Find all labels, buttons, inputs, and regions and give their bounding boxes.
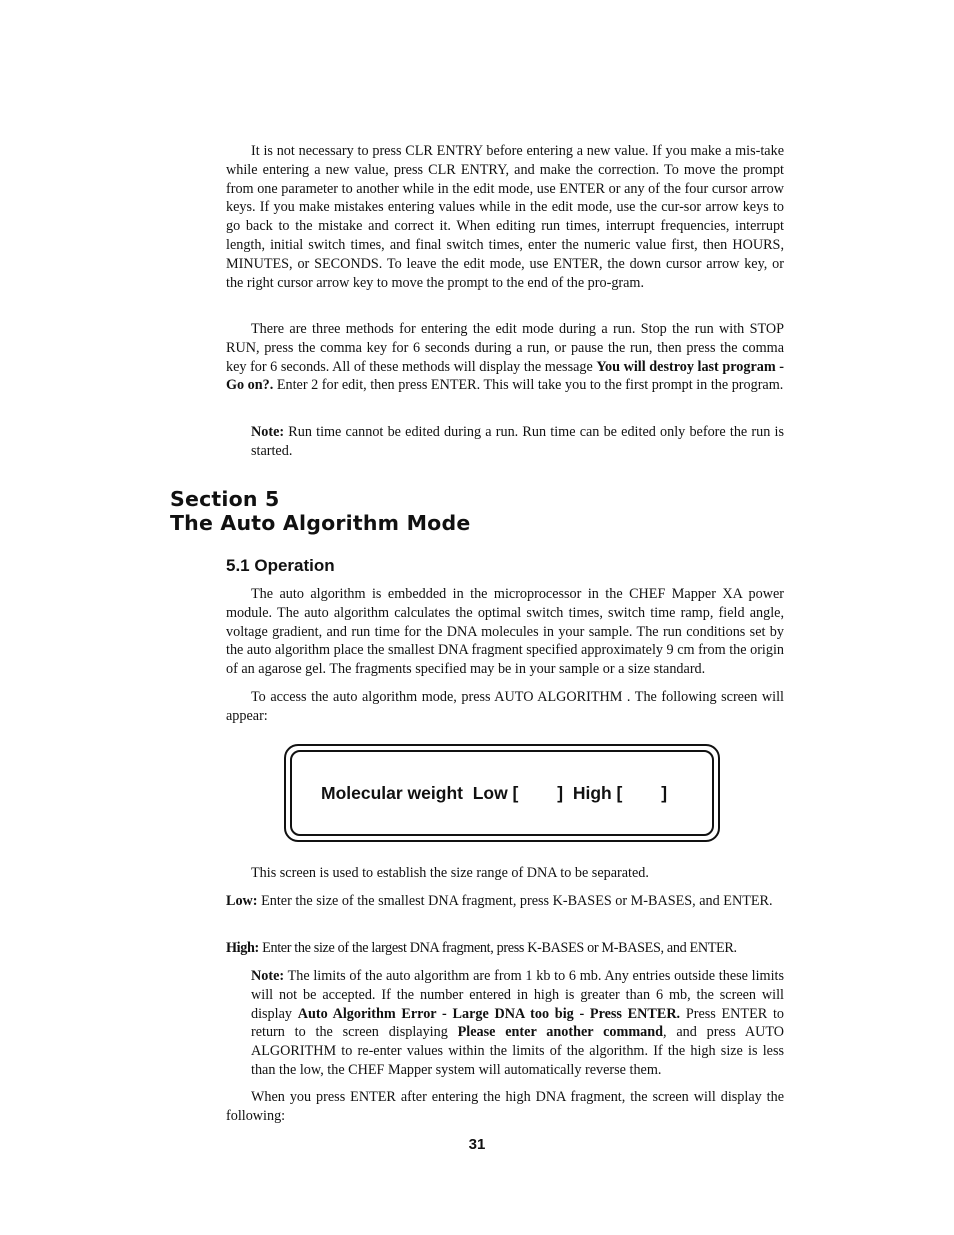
high-definition bbox=[226, 939, 784, 958]
low-label: Low: bbox=[226, 893, 258, 909]
note-limits bbox=[251, 967, 784, 1080]
note-label: Note: bbox=[251, 424, 285, 440]
body-paragraph-after-enter: When you press ENTER after entering the high DNA fragment, the screen will display the following: bbox=[226, 1089, 784, 1124]
text-run: There are three methods for entering the edit mode during a run. Stop the run with STOP RUN, press the comma key for 6 seconds during a run, or pause the run, then press the comma key for 6 seconds. All of these methods will display the message bbox=[226, 321, 784, 375]
high-text: Enter the size of the largest DNA fragment, press K-BASES or M-BASES, and ENTER. bbox=[258, 940, 737, 956]
low-definition bbox=[226, 892, 784, 911]
body-paragraph-size-range: This screen is used to establish the size range of DNA to be separated. bbox=[251, 865, 649, 881]
subsection-heading: 5.1 Operation bbox=[226, 556, 335, 575]
bold-message: You will destroy last program - Go on?. bbox=[226, 358, 784, 394]
display-screen-text: Molecular weight Low [ ] High [ ] bbox=[321, 783, 668, 803]
note-text: Press ENTER to return to the screen displaying bbox=[251, 1005, 784, 1041]
section-title: The Auto Algorithm Mode bbox=[170, 511, 471, 535]
body-paragraph-edit-mode: It is not necessary to press CLR ENTRY before entering a new value. If you make a mis-take while entering a new value, press CLR ENTRY, and make the correction. To move the prompt from one parameter to another while in the edit mode, use ENTER or any of the four cursor arrow keys. If you make mistakes entering values while in the edit mode, use the cur-sor arrow keys to go back to the mistake and correct it. When editing run times, interrupt frequencies, interrupt length, initial switch times, and final switch times, enter the numeric value first, then HOURS, MINUTES, or SECONDS. To leave the edit mode, use ENTER, the down cursor arrow key, or the right cursor arrow key to move the prompt to the end of the pro-gram. bbox=[226, 143, 784, 291]
page-number: 31 bbox=[468, 1136, 486, 1153]
text-run: Enter 2 for edit, then press ENTER. This will take you to the first prompt in the program. bbox=[273, 377, 784, 394]
section-number: Section 5 bbox=[170, 487, 280, 511]
low-text: Enter the size of the smallest DNA fragment, press K-BASES or M-BASES, and ENTER. bbox=[257, 893, 773, 909]
body-paragraph-auto-algorithm: The auto algorithm is embedded in the microprocessor in the CHEF Mapper XA power module. The auto algorithm calculates the optimal switch times, switch time ramp, field angle, voltage gradient, and run time for the DNA molecules in your sample. The run conditions set by the auto algorithm place the smallest DNA fragment specified approximately 9 cm from the origin of an agarose gel. The fragments specified may be in your sample or a size standard. bbox=[226, 586, 784, 678]
bold-command-message: Please enter another command bbox=[457, 1024, 664, 1041]
note-run-time bbox=[251, 423, 784, 461]
note-text: Run time cannot be edited during a run. Run time can be edited only before the run is started. bbox=[251, 424, 784, 459]
note-text: , and press AUTO ALGORITHM to re-enter values within the limits of the algorithm. If the high size is less than the low, the CHEF Mapper system will automatically reverse them. bbox=[251, 1024, 784, 1078]
body-paragraph-edit-methods bbox=[226, 320, 784, 395]
section-heading bbox=[170, 487, 470, 535]
bold-error-message: Auto Algorithm Error - Large DNA too big - Press ENTER. bbox=[297, 1005, 681, 1022]
note-label: Note: bbox=[251, 968, 285, 984]
high-label: High: bbox=[226, 940, 259, 956]
note-text: The limits of the auto algorithm are from 1 kb to 6 mb. Any entries outside these limits will not be accepted. If the number entered in high is greater than 6 mb, the screen will display bbox=[251, 968, 784, 1022]
body-paragraph-access: To access the auto algorithm mode, press AUTO ALGORITHM . The following screen will appear: bbox=[226, 689, 784, 724]
